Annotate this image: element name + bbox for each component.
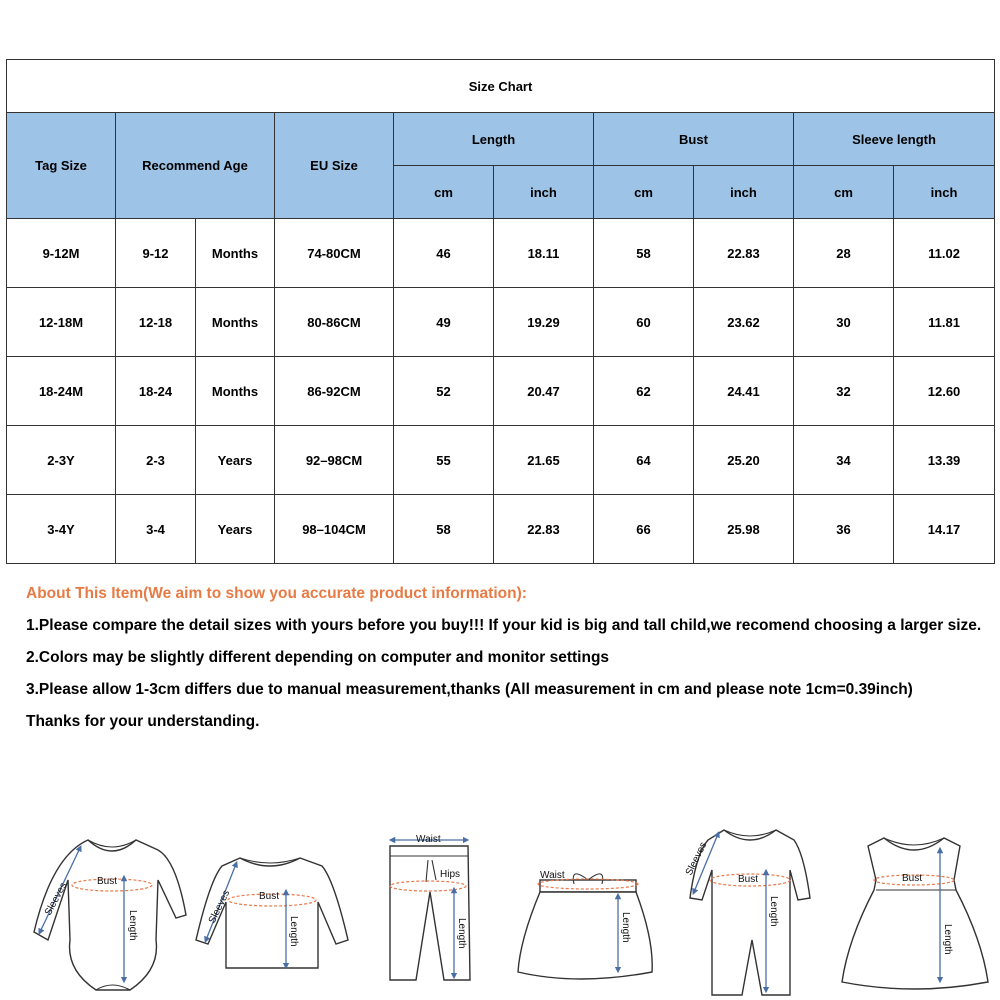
cell-eu-size: 92–98CM — [275, 426, 394, 495]
table-row — [7, 495, 995, 564]
bust-label: Bust — [902, 873, 923, 884]
header-sleeve-length: Sleeve length — [794, 113, 995, 166]
dress-icon — [842, 838, 988, 989]
header-sleeve-cm: cm — [794, 166, 894, 219]
cell-length-cm: 46 — [394, 219, 494, 288]
sleeves-label: Sleeves — [683, 840, 710, 878]
measurement-illustrations — [0, 820, 1000, 1000]
cell-length-cm: 49 — [394, 288, 494, 357]
length-label: Length — [942, 924, 953, 955]
table-row — [7, 219, 995, 288]
cell-sleeve-inch: 12.60 — [894, 357, 995, 426]
cell-length-inch: 21.65 — [494, 426, 594, 495]
length-label: Length — [127, 910, 138, 941]
length-label: Length — [620, 912, 631, 943]
note-item: 3.Please allow 1-3cm differs due to manual measurement,thanks (All measurement in cm and please note 1cm=0.39inch) — [26, 681, 913, 698]
cell-age-unit: Months — [196, 288, 275, 357]
cell-length-cm: 58 — [394, 495, 494, 564]
bust-label: Bust — [738, 874, 759, 885]
cell-tag-size: 2-3Y — [7, 426, 116, 495]
header-eu-size: EU Size — [275, 113, 394, 219]
cell-eu-size: 74-80CM — [275, 219, 394, 288]
hips-label: Hips — [440, 869, 461, 880]
romper-icon — [684, 830, 810, 995]
cell-length-inch: 19.29 — [494, 288, 594, 357]
table-row — [7, 426, 995, 495]
bodysuit-icon — [34, 840, 186, 990]
length-label: Length — [456, 918, 467, 949]
cell-length-cm: 52 — [394, 357, 494, 426]
cell-bust-inch: 24.41 — [694, 357, 794, 426]
cell-sleeve-cm: 30 — [794, 288, 894, 357]
cell-sleeve-cm: 34 — [794, 426, 894, 495]
cell-age: 18-24 — [116, 357, 196, 426]
cell-eu-size: 86-92CM — [275, 357, 394, 426]
header-sleeve-inch: inch — [894, 166, 995, 219]
cell-tag-size: 9-12M — [7, 219, 116, 288]
skirt-icon — [518, 870, 652, 979]
sleeves-label: Sleeves — [42, 880, 70, 918]
cell-age: 2-3 — [116, 426, 196, 495]
sleeves-label: Sleeves — [206, 888, 233, 926]
cell-age-unit: Years — [196, 495, 275, 564]
cell-eu-size: 98–104CM — [275, 495, 394, 564]
cell-length-inch: 20.47 — [494, 357, 594, 426]
pants-icon — [390, 834, 470, 980]
cell-tag-size: 18-24M — [7, 357, 116, 426]
cell-age-unit: Months — [196, 357, 275, 426]
cell-sleeve-cm: 32 — [794, 357, 894, 426]
cell-bust-cm: 64 — [594, 426, 694, 495]
header-bust-cm: cm — [594, 166, 694, 219]
cell-bust-cm: 62 — [594, 357, 694, 426]
cell-age: 9-12 — [116, 219, 196, 288]
header-bust-inch: inch — [694, 166, 794, 219]
cell-sleeve-inch: 13.39 — [894, 426, 995, 495]
cell-length-inch: 18.11 — [494, 219, 594, 288]
cell-tag-size: 12-18M — [7, 288, 116, 357]
cell-age: 12-18 — [116, 288, 196, 357]
waist-label: Waist — [416, 834, 441, 845]
length-label: Length — [288, 916, 299, 947]
cell-sleeve-cm: 36 — [794, 495, 894, 564]
cell-bust-cm: 58 — [594, 219, 694, 288]
cell-bust-inch: 25.20 — [694, 426, 794, 495]
cell-length-inch: 22.83 — [494, 495, 594, 564]
header-length: Length — [394, 113, 594, 166]
cell-bust-inch: 25.98 — [694, 495, 794, 564]
table-row — [7, 357, 995, 426]
cell-bust-cm: 60 — [594, 288, 694, 357]
cell-sleeve-cm: 28 — [794, 219, 894, 288]
cell-bust-inch: 22.83 — [694, 219, 794, 288]
length-label: Length — [768, 896, 779, 927]
cell-age-unit: Years — [196, 426, 275, 495]
table-row — [7, 288, 995, 357]
cell-age-unit: Months — [196, 219, 275, 288]
cell-length-cm: 55 — [394, 426, 494, 495]
note-item: 2.Colors may be slightly different depending on computer and monitor settings — [26, 649, 610, 666]
top-icon — [196, 858, 348, 968]
cell-age: 3-4 — [116, 495, 196, 564]
cell-sleeve-inch: 14.17 — [894, 495, 995, 564]
cell-tag-size: 3-4Y — [7, 495, 116, 564]
header-tag-size: Tag Size — [7, 113, 116, 219]
header-length-inch: inch — [494, 166, 594, 219]
size-chart-title: Size Chart — [7, 60, 995, 113]
bust-label: Bust — [259, 891, 280, 902]
cell-eu-size: 80-86CM — [275, 288, 394, 357]
waist-label: Waist — [540, 870, 565, 881]
bust-label: Bust — [97, 876, 118, 887]
header-length-cm: cm — [394, 166, 494, 219]
cell-bust-inch: 23.62 — [694, 288, 794, 357]
size-chart-table — [6, 59, 995, 564]
header-recommend-age: Recommend Age — [116, 113, 275, 219]
cell-sleeve-inch: 11.81 — [894, 288, 995, 357]
product-notes — [26, 584, 986, 744]
about-heading: About This Item(We aim to show you accurate product information): — [26, 585, 527, 602]
cell-sleeve-inch: 11.02 — [894, 219, 995, 288]
thanks-text: Thanks for your understanding. — [26, 713, 260, 730]
header-bust: Bust — [594, 113, 794, 166]
note-item: 1.Please compare the detail sizes with yours before you buy!!! If your kid is big and tall child,we recomend choosing a larger size. — [26, 617, 982, 634]
cell-bust-cm: 66 — [594, 495, 694, 564]
